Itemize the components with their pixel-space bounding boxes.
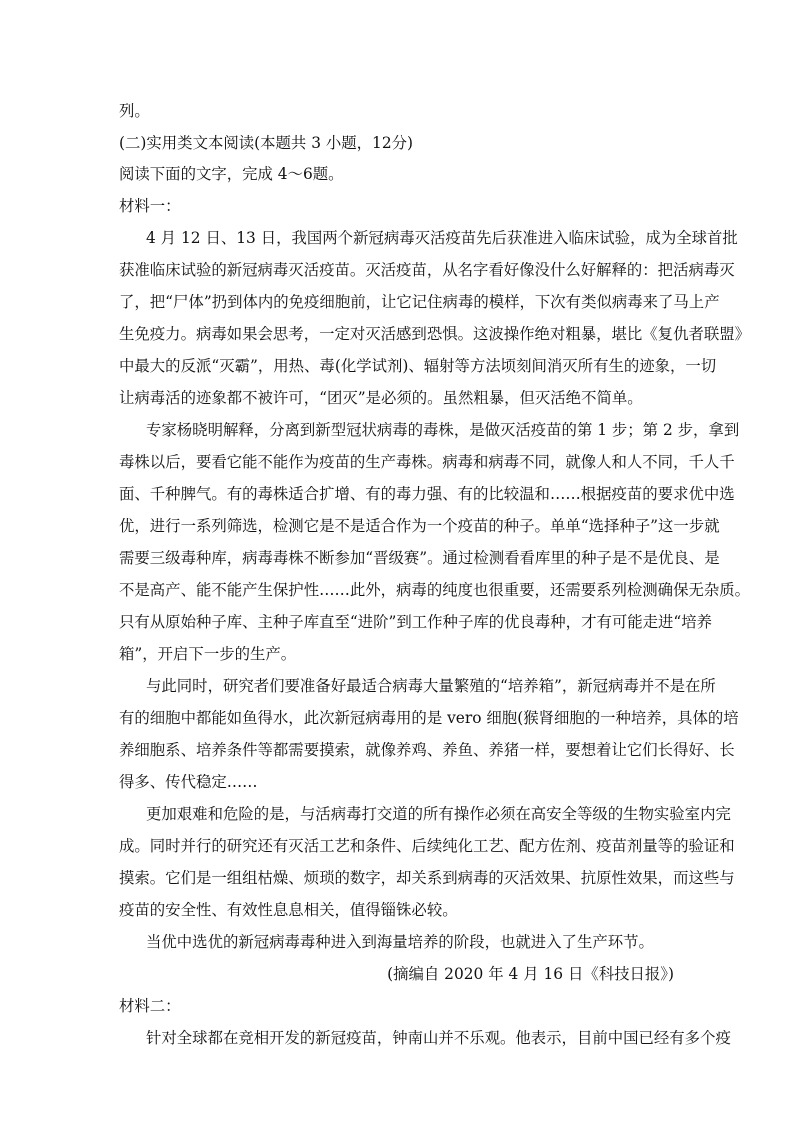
text-line: 需要三级毒种库，病毒毒株不断参加“晋级赛”。通过检测看看库里的种子是不是优良、是 bbox=[119, 549, 720, 567]
text-line: 4 月 12 日、13 日，我国两个新冠病毒灭活疫苗先后获准进入临床试验，成为全球首批 bbox=[146, 229, 738, 247]
text-line: 针对全球都在竞相开发的新冠疫苗，钟南山并不乐观。他表示，目前中国已经有多个疫 bbox=[146, 1029, 731, 1047]
text-line: 疫苗的安全性、有效性息息相关，值得锱铢必较。 bbox=[119, 901, 458, 919]
text-line: 中最大的反派“灭霸”，用热、毒(化学试剂)、辐射等方法顷刻间消灭所有生的迹象，一切 bbox=[119, 357, 717, 375]
instruction-line: 阅读下面的文字，完成 4～6题。 bbox=[119, 165, 344, 183]
section-heading: (二)实用类文本阅读(本题共 3 小题，12分) bbox=[119, 134, 414, 152]
text-line: 摸索。它们是一组组枯燥、烦琐的数字，却关系到病毒的灭活效果、抗原性效果，而这些与 bbox=[119, 869, 735, 887]
source-citation: (摘编自 2020 年 4 月 16 日《科技日报》) bbox=[387, 965, 674, 983]
text-line: 列。 bbox=[119, 102, 150, 120]
text-line: 有的细胞中都能如鱼得水，此次新冠病毒用的是 vero 细胞(猴肾细胞的一种培养，具体的培 bbox=[119, 709, 739, 727]
text-line: 得多、传代稳定…… bbox=[119, 773, 258, 791]
text-line: 箱”，开启下一步的生产。 bbox=[119, 645, 297, 663]
text-line: 毒株以后，要看它能不能作为疫苗的生产毒株。病毒和病毒不同，就像人和人不同，千人千 bbox=[119, 453, 735, 471]
material-label: 材料二： bbox=[119, 997, 181, 1015]
text-line: 养细胞系、培养条件等都需要摸索，就像养鸡、养鱼、养猪一样，要想着让它们长得好、长 bbox=[119, 741, 735, 759]
text-line: 只有从原始种子库、主种子库直至“进阶”到工作种子库的优良毒种，才有可能走进“培养 bbox=[119, 613, 713, 631]
text-line: 不是高产、能不能产生保护性……此外，病毒的纯度也很重要，还需要系列检测确保无杂质。 bbox=[119, 581, 751, 599]
text-line: 面、千种脾气。有的毒株适合扩增、有的毒力强、有的比较温和……根据疫苗的要求优中选 bbox=[119, 485, 735, 503]
text-line: 当优中选优的新冠病毒毒种进入到海量培养的阶段，也就进入了生产环节。 bbox=[146, 933, 654, 951]
text-line: 生免疫力。病毒如果会思考，一定对灭活感到恐惧。这波操作绝对粗暴，堪比《复仇者联盟》 bbox=[119, 325, 751, 343]
text-line: 优，进行一系列筛选，检测它是不是适合作为一个疫苗的种子。单单“选择种子”这一步就 bbox=[119, 517, 720, 535]
text-line: 更加艰难和危险的是，与活病毒打交道的所有操作必须在高安全等级的生物实验室内完 bbox=[146, 805, 731, 823]
text-line: 与此同时，研究者们要准备好最适合病毒大量繁殖的“培养箱”，新冠病毒并不是在所 bbox=[146, 677, 716, 695]
material-label: 材料一： bbox=[119, 197, 181, 215]
text-line: 了，把“尸体”扔到体内的免疫细胞前，让它记住病毒的模样，下次有类似病毒来了马上产 bbox=[119, 293, 720, 311]
text-line: 成。同时并行的研究还有灭活工艺和条件、后续纯化工艺、配方佐剂、疫苗剂量等的验证和 bbox=[119, 837, 735, 855]
text-line: 获准临床试验的新冠病毒灭活疫苗。灭活疫苗，从名字看好像没什么好解释的：把活病毒灭 bbox=[119, 261, 735, 279]
text-line: 让病毒活的迹象都不被许可，“团灭”是必须的。虽然粗暴，但灭活绝不简单。 bbox=[119, 389, 643, 407]
text-line: 专家杨晓明解释，分离到新型冠状病毒的毒株，是做灭活疫苗的第 1 步；第 2 步，拿到 bbox=[146, 421, 740, 439]
